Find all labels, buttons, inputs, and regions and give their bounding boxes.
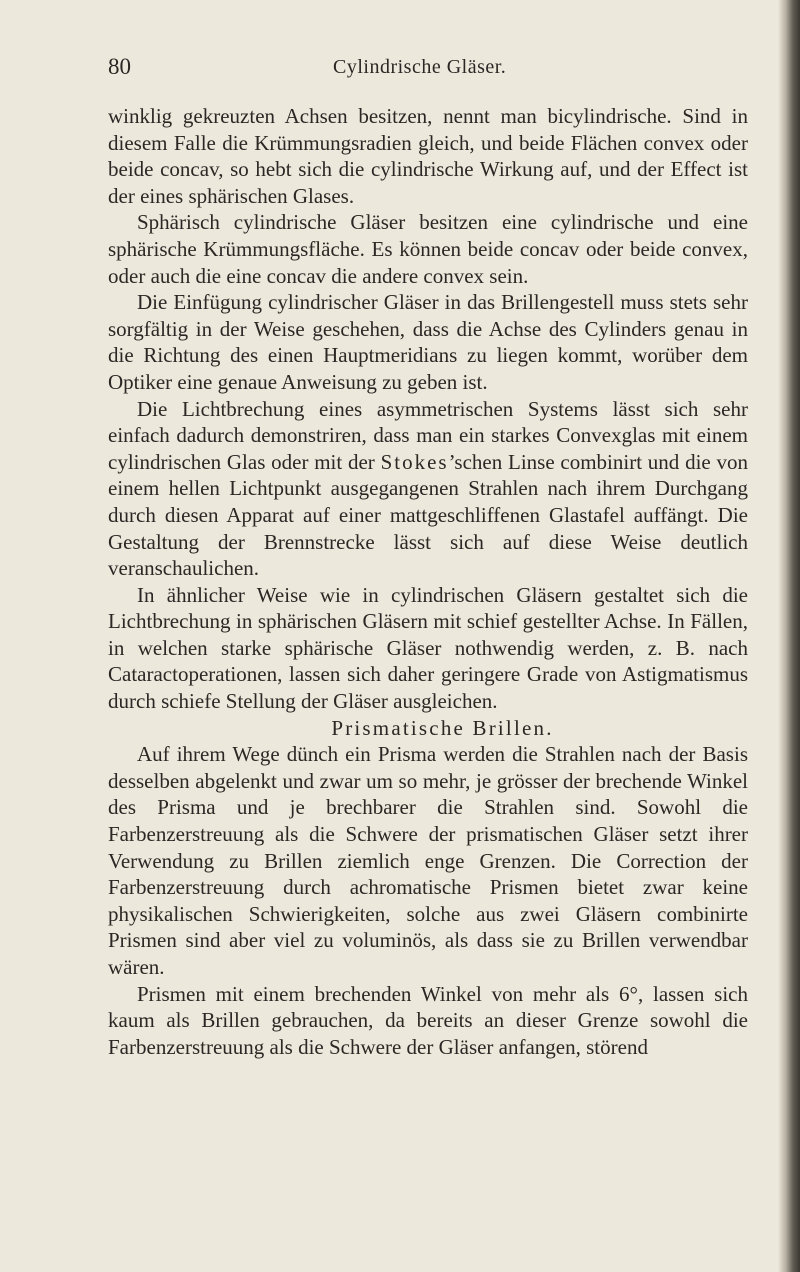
paragraph-text: ’schen Linse combinirt und die von einem hellen Lichtpunkt ausgegangenen Strahlen nach ihrem Durchgang durch diesen Apparat auf einer mattgeschliffenen Glastafel auffängt. Die Gestaltung der Brennstrecke lässt sich auf diese Weise deutlich veranschaulichen. — [108, 449, 748, 581]
paragraph: Die Einfügung cylindrischer Gläser in das Brillengestell muss stets sehr sorgfältig in der Weise geschehen, dass die Achse des Cylinders genau in die Richtung des einen Hauptmeridians zu liegen kommt, worüber dem Optiker eine genaue Anweisung zu geben ist. — [108, 290, 748, 394]
body-text — [108, 103, 748, 1060]
paragraph: In ähnlicher Weise wie in cylindrischen Gläsern gestaltet sich die Lichtbrechung in sphärischen Gläsern mit schief gestellter Achse. In Fällen, in welchen starke sphärische Gläser nothwendig werden, z. B. nach Cataractoperationen, lassen sich daher geringere Grade von Astigmatismus durch schiefe Stellung der Gläser ausgleichen. — [108, 582, 748, 714]
paragraph: Sphärisch cylindrische Gläser besitzen eine cylindrische und eine sphärische Krümmungsfläche. Es können beide concav oder beide convex, oder auch die eine concav die andere convex sein. — [108, 210, 748, 288]
page-number: 80 — [108, 54, 131, 79]
paragraph — [108, 396, 748, 582]
paragraph-text: Die Lichtbrechung eines asymmetrischen Systems lässt sich sehr einfach dadurch demonstriren, dass man ein starkes Convexglas mit einem cylindrischen Glas oder mit der — [108, 396, 748, 474]
running-title: Cylindrische Gläser. — [333, 56, 507, 78]
spaced-name: Stokes — [380, 449, 449, 474]
section-heading: Prismatische Brillen. — [331, 715, 554, 740]
paragraph: Prismen mit einem brechenden Winkel von mehr als 6°, lassen sich kaum als Brillen gebrauchen, da bereits an dieser Grenze sowohl die Farbenzerstreuung als die Schwere der Gläser anfangen, störend — [108, 981, 748, 1059]
paragraph: Auf ihrem Wege dünch ein Prisma werden die Strahlen nach der Basis desselben abgelenkt und zwar um so mehr, je grösser der brechende Winkel des Prisma und je brechbarer die Strahlen sind. Sowohl die Farbenzerstreuung als die Schwere der prismatischen Gläser setzt ihrer Verwendung zu Brillen ziemlich enge Grenzen. Die Correction der Farbenzerstreuung durch achromatische Prismen bietet zwar keine physikalischen Schwierigkeiten, solche aus zwei Gläsern combinirte Prismen sind aber viel zu voluminös, als dass sie zu Brillen verwendbar wären. — [108, 742, 748, 979]
page-edge-shadow — [778, 0, 800, 1272]
page-header — [108, 54, 748, 88]
paragraph: winklig gekreuzten Achsen besitzen, nennt man bicylindrische. Sind in diesem Falle die Krümmungsradien gleich, und beide Flächen convex oder beide concav, so hebt sich die cylindrische Wirkung auf, und der Effect ist der eines sphärischen Glases. — [108, 104, 748, 208]
